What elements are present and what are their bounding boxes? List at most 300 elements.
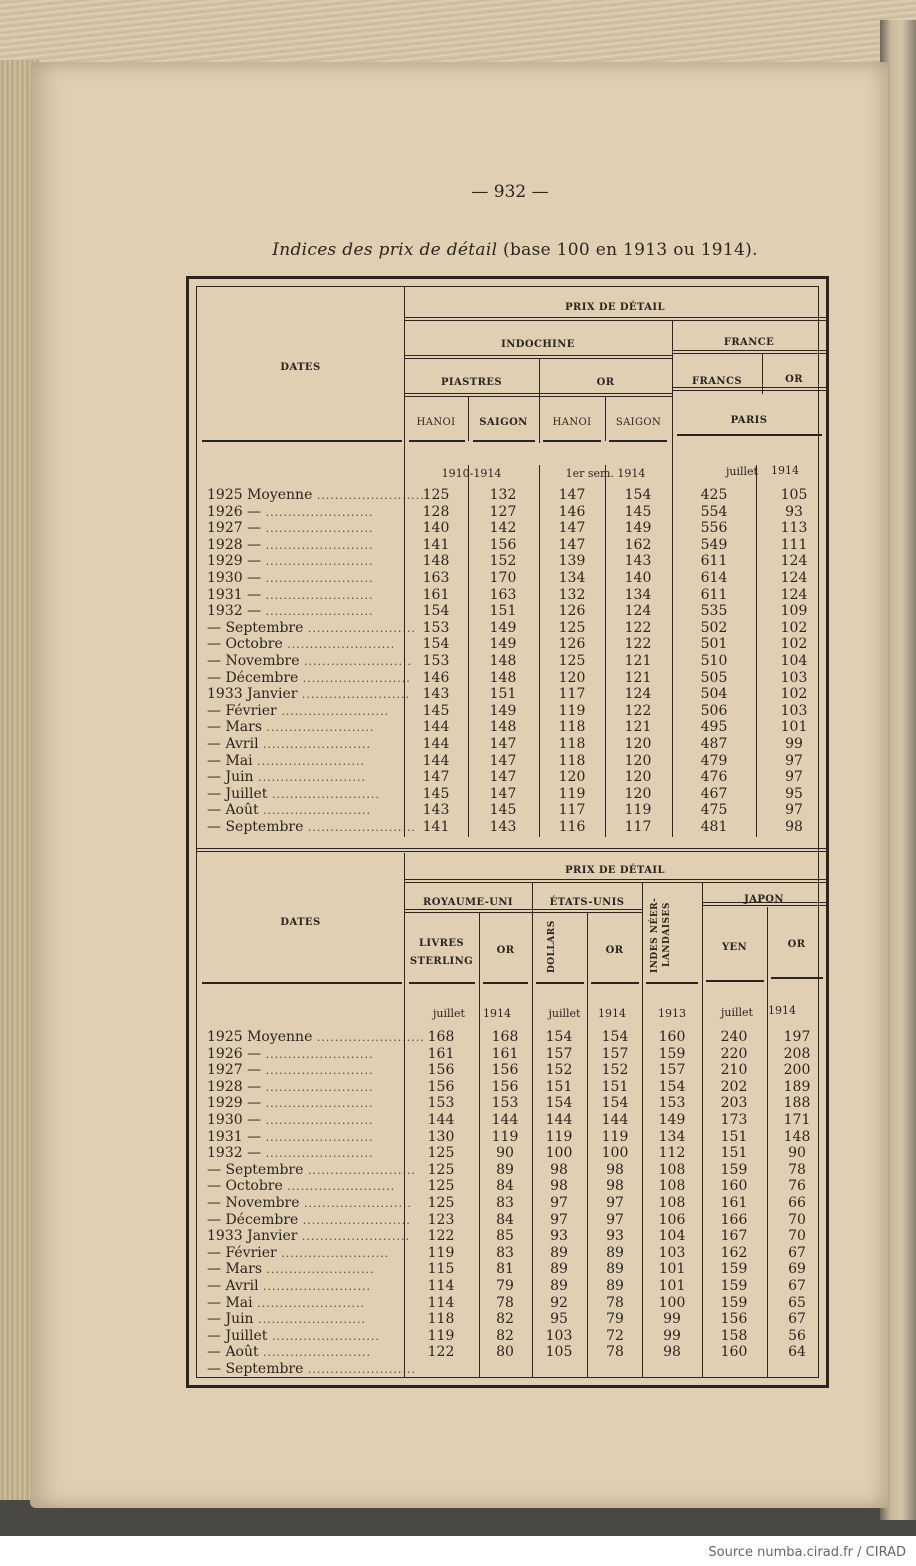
rule: [543, 440, 601, 442]
prix-header-2: PRIX DE DÉTAIL: [565, 865, 665, 876]
table-cell: 80: [496, 1344, 514, 1361]
row-label-text: — Novembre: [207, 653, 300, 669]
row-label-text: — Avril: [207, 736, 259, 752]
row-label: [207, 520, 407, 537]
base-label-3: juillet: [726, 465, 758, 478]
rule: [702, 902, 826, 906]
table-cell: 79: [606, 1311, 624, 1328]
table-cell: 119: [601, 1128, 629, 1145]
table-row: [197, 1162, 827, 1179]
table-cell: 151: [489, 686, 517, 703]
table-cell: 148: [783, 1128, 811, 1145]
leader-dots: ........................: [258, 1346, 372, 1360]
leader-dots: ........................: [262, 1263, 375, 1277]
table-cell: 210: [720, 1062, 748, 1079]
table-cell: 89: [550, 1244, 568, 1261]
hanoi-header-a: HANOI: [416, 417, 456, 428]
row-label: [207, 1361, 416, 1378]
table-cell: 139: [558, 553, 586, 570]
yen-header: YEN: [721, 942, 748, 953]
table-cell: 78: [788, 1161, 806, 1178]
table-row: [197, 1361, 827, 1378]
table-cell: 148: [489, 719, 517, 736]
table-cell: 134: [658, 1128, 686, 1145]
table-cell: 189: [783, 1078, 811, 1095]
table-cell: 132: [489, 487, 517, 503]
table-row: [197, 620, 827, 637]
table-cell: 119: [545, 1128, 573, 1145]
leader-dots: ........................: [303, 621, 416, 635]
table-cell: 143: [422, 802, 450, 819]
row-label-text: — Juin: [207, 1311, 254, 1328]
table-cell: 152: [601, 1062, 629, 1079]
table-cell: 166: [720, 1211, 748, 1228]
table-cell: 95: [550, 1311, 568, 1328]
table-cell: 84: [496, 1178, 514, 1195]
table-cell: 122: [624, 636, 652, 653]
table-cell: 65: [788, 1294, 806, 1311]
table-cell: 90: [788, 1145, 806, 1162]
row-label: [207, 819, 416, 836]
table-cell: 151: [720, 1145, 748, 1162]
table-cell: 160: [720, 1178, 748, 1195]
row-label-text: 1933 Janvier: [207, 1228, 298, 1245]
table-cell: 200: [783, 1062, 811, 1079]
table-cell: 154: [422, 636, 450, 653]
table-cell: 89: [550, 1261, 568, 1278]
col-divider: [468, 397, 469, 441]
table-cell: 120: [558, 769, 586, 786]
table-cell: 425: [700, 487, 728, 503]
leader-dots: ........................: [253, 1313, 366, 1327]
table-cell: 506: [700, 702, 728, 719]
table-cell: 97: [785, 752, 803, 769]
table-row: [197, 1129, 827, 1146]
table-cell: 161: [491, 1045, 519, 1062]
leader-dots: ........................: [261, 1130, 374, 1144]
row-label-text: 1925 Moyenne: [207, 1029, 313, 1045]
table-row: [197, 736, 827, 753]
leader-dots: ........................: [299, 655, 412, 668]
prix-header-1: PRIX DE DÉTAIL: [565, 302, 665, 313]
row-label-text: 1928 —: [207, 536, 262, 553]
table-cell: 121: [624, 669, 652, 686]
rule: [771, 977, 823, 979]
livres-line: LIVRES: [418, 938, 465, 949]
table-cell: 154: [545, 1029, 573, 1045]
table-cell: 161: [720, 1195, 748, 1211]
rule: [591, 982, 639, 984]
table-cell: 97: [550, 1195, 568, 1211]
table-cell: 142: [489, 520, 517, 537]
table-cell: 481: [700, 819, 728, 835]
table-cell: 103: [658, 1244, 686, 1261]
row-label: [207, 1161, 416, 1179]
table-row: [197, 703, 827, 720]
table-cell: 556: [700, 520, 728, 537]
table-cell: 151: [489, 603, 517, 620]
table-cell: 140: [624, 570, 652, 586]
leader-dots: ........................: [299, 1197, 412, 1210]
rule: [483, 982, 528, 984]
table-cell: 118: [427, 1311, 455, 1328]
table1-body: [197, 487, 827, 837]
rule: [672, 350, 826, 354]
france-header: FRANCE: [723, 337, 775, 348]
table-cell: 112: [658, 1145, 686, 1162]
table-cell: 78: [606, 1344, 624, 1361]
table-cell: 105: [545, 1344, 573, 1361]
table-cell: 125: [427, 1195, 455, 1211]
table-row: [197, 1046, 827, 1063]
table-row: [197, 1029, 827, 1046]
table-cell: 64: [788, 1344, 806, 1361]
table-cell: 153: [658, 1095, 686, 1112]
rule: [646, 982, 698, 984]
table-cell: 99: [663, 1327, 681, 1344]
table-cell: 100: [545, 1145, 573, 1162]
table-cell: 549: [700, 536, 728, 553]
leader-dots: ........................: [262, 721, 375, 735]
leader-dots: ........................: [303, 1363, 416, 1376]
table-cell: 100: [658, 1294, 686, 1311]
table-row: [197, 686, 827, 703]
rule: [536, 982, 584, 984]
table-cell: 113: [780, 520, 808, 537]
table-cell: 119: [558, 785, 586, 802]
table-cell: 134: [558, 570, 586, 586]
table-cell: 99: [785, 736, 803, 752]
rule: [473, 440, 535, 442]
leader-dots: ........................: [253, 771, 366, 785]
table-row: [197, 1295, 827, 1312]
leader-dots: ........................: [276, 1246, 390, 1260]
leader-dots: ........................: [261, 1147, 374, 1161]
row-label-text: — Mai: [207, 752, 253, 769]
table-cell: 78: [496, 1294, 514, 1311]
row-label: [207, 719, 407, 736]
table-cell: 152: [545, 1062, 573, 1079]
table-cell: 147: [489, 736, 517, 752]
table-cell: 123: [427, 1211, 455, 1228]
table-cell: 125: [558, 619, 586, 636]
leader-dots: ........................: [261, 522, 374, 536]
table-cell: 170: [489, 570, 517, 586]
table-cell: 144: [422, 736, 450, 752]
table-cell: 93: [785, 503, 803, 520]
table-cell: 510: [700, 653, 728, 669]
table-cell: 103: [780, 702, 808, 719]
table-cell: 157: [658, 1062, 686, 1079]
table-cell: 95: [785, 785, 803, 802]
table-cell: 122: [624, 702, 652, 719]
table-cell: 116: [558, 819, 586, 835]
source-caption: Source numba.cirad.fr / CIRAD: [708, 1545, 906, 1560]
row-label-text: — Septembre: [207, 1361, 304, 1377]
col-divider: [539, 359, 540, 443]
table-cell: 124: [780, 553, 808, 570]
row-label: [207, 1095, 407, 1112]
row-label-text: 1931 —: [207, 586, 262, 603]
row-label: [207, 703, 407, 720]
table-cell: 98: [550, 1178, 568, 1195]
leader-dots: ........................: [297, 688, 410, 702]
table-cell: 56: [788, 1327, 806, 1344]
table-cell: 124: [624, 686, 652, 703]
table-cell: 157: [545, 1045, 573, 1062]
sterling-line: STERLING: [409, 956, 474, 967]
row-label: [207, 1328, 407, 1345]
row-label: [207, 1228, 410, 1245]
table-row: [197, 1311, 827, 1328]
row-label: [207, 686, 410, 703]
table-cell: 161: [427, 1045, 455, 1062]
row-label: [207, 1145, 407, 1162]
row-label-text: 1929 —: [207, 1095, 262, 1112]
table-cell: 153: [491, 1095, 519, 1112]
rule: [202, 440, 402, 442]
table-cell: 144: [491, 1112, 519, 1128]
row-label: [207, 1295, 407, 1312]
table-cell: 160: [658, 1029, 686, 1045]
table-cell: 97: [606, 1211, 624, 1228]
or-header-2b: OR: [605, 945, 624, 956]
table-cell: 149: [624, 520, 652, 537]
table-cell: 159: [658, 1045, 686, 1062]
dollars-header: DOLLARS: [547, 920, 557, 974]
row-label-text: — Février: [207, 702, 277, 719]
table-cell: 114: [427, 1278, 455, 1294]
leader-dots: ........................: [252, 1296, 366, 1310]
base-label-2: 1er sem. 1914: [565, 467, 646, 480]
table-row: [197, 1095, 827, 1112]
row-label-text: — Novembre: [207, 1195, 300, 1211]
table-cell: 125: [427, 1161, 455, 1178]
base-label-3b: 1914: [771, 464, 799, 477]
table-row: [197, 570, 827, 587]
table-cell: 161: [422, 586, 450, 603]
table-cell: 495: [700, 719, 728, 736]
row-label-text: — Août: [207, 1344, 259, 1361]
table-cell: 467: [700, 785, 728, 802]
table-cell: 156: [720, 1311, 748, 1328]
table-cell: 154: [601, 1095, 629, 1112]
row-label-text: — Juillet: [207, 1327, 268, 1344]
row-label: [207, 1211, 411, 1229]
table-cell: 168: [427, 1029, 455, 1045]
table-cell: 173: [720, 1112, 748, 1128]
table-cell: 152: [489, 553, 517, 570]
row-label-text: 1927 —: [207, 520, 262, 537]
rule: [404, 909, 532, 913]
rule: [609, 440, 667, 442]
table-cell: 240: [720, 1029, 748, 1045]
table-cell: 118: [558, 752, 586, 769]
table-cell: 203: [720, 1095, 748, 1112]
table-cell: 144: [422, 719, 450, 736]
table-cell: 147: [422, 769, 450, 786]
row-label: [207, 487, 425, 504]
table-cell: 220: [720, 1045, 748, 1062]
leader-dots: ........................: [312, 1031, 425, 1044]
table-cell: 104: [780, 653, 808, 669]
table-cell: 143: [489, 819, 517, 835]
row-label-text: — Août: [207, 802, 259, 819]
table-cell: 141: [422, 819, 450, 835]
rule: [404, 879, 826, 883]
table-row: [197, 1079, 827, 1096]
table-cell: 145: [489, 802, 517, 819]
rule: [404, 393, 672, 397]
table-cell: 151: [720, 1128, 748, 1145]
price-index-table: [186, 276, 829, 1388]
leader-dots: ........................: [258, 1280, 371, 1293]
leader-dots: ........................: [303, 1163, 416, 1177]
row-label: [207, 537, 407, 554]
leader-dots: ........................: [261, 588, 374, 602]
table-cell: 124: [624, 603, 652, 620]
indochine-header: INDOCHINE: [501, 339, 575, 350]
leader-dots: ........................: [261, 572, 374, 585]
table-cell: 111: [780, 536, 808, 553]
table-cell: 119: [491, 1128, 519, 1145]
table-cell: 153: [427, 1095, 455, 1112]
table-cell: 147: [489, 752, 517, 769]
table-cell: 82: [496, 1327, 514, 1344]
table-row: [197, 1145, 827, 1162]
table-cell: 67: [788, 1278, 806, 1294]
table-cell: 127: [489, 503, 517, 520]
table-cell: 104: [658, 1228, 686, 1245]
leader-dots: ........................: [267, 787, 380, 801]
table-cell: 97: [606, 1195, 624, 1211]
table-cell: 70: [788, 1228, 806, 1245]
table-cell: 148: [489, 653, 517, 669]
table-cell: 66: [788, 1195, 806, 1211]
table-cell: 134: [624, 586, 652, 603]
table-cell: 103: [780, 669, 808, 686]
row-label: [207, 1245, 407, 1262]
table-cell: 101: [780, 719, 808, 736]
row-label-text: — Mars: [207, 719, 263, 736]
table-cell: 98: [663, 1344, 681, 1361]
table-cell: 85: [496, 1228, 514, 1245]
col-divider: [605, 397, 606, 441]
table-cell: 124: [780, 586, 808, 603]
etats-unis-header: ÉTATS-UNIS: [549, 897, 625, 908]
table-cell: 145: [422, 702, 450, 719]
table-cell: 89: [550, 1278, 568, 1294]
table-cell: 147: [489, 769, 517, 786]
table-cell: 148: [422, 553, 450, 570]
row-label-text: — Octobre: [207, 636, 283, 653]
table-cell: 188: [783, 1095, 811, 1112]
table-cell: 120: [558, 669, 586, 686]
paris-header: PARIS: [730, 415, 768, 426]
leader-dots: ........................: [261, 555, 374, 569]
base-label-2-2a: juillet: [548, 1007, 581, 1020]
base-label-2-4a: juillet: [721, 1006, 753, 1019]
row-label-text: 1932 —: [207, 1145, 262, 1162]
row-label: [207, 669, 411, 687]
row-label-text: — Septembre: [207, 1161, 304, 1178]
rule: [706, 980, 764, 982]
table-cell: 145: [624, 503, 652, 520]
row-label: [207, 570, 407, 587]
table-cell: 151: [601, 1078, 629, 1095]
table-cell: 118: [558, 719, 586, 736]
table-cell: 147: [489, 785, 517, 802]
or-header-2c: OR: [787, 939, 806, 950]
table-row: [197, 1195, 827, 1212]
table-row: [197, 819, 827, 836]
table-cell: 98: [785, 819, 803, 835]
table-cell: 102: [780, 619, 808, 636]
table-cell: 89: [496, 1161, 514, 1178]
table-cell: 143: [624, 553, 652, 570]
table-cell: 479: [700, 752, 728, 769]
row-label-text: 1926 —: [207, 503, 262, 520]
table-cell: 117: [558, 802, 586, 819]
row-label: [207, 653, 412, 670]
base-label-2-4b: 1914: [768, 1004, 796, 1017]
table-row: [197, 719, 827, 736]
row-label-text: — Juillet: [207, 785, 268, 802]
table-row: [197, 1062, 827, 1079]
row-label: [207, 603, 407, 620]
row-label-text: — Décembre: [207, 1211, 299, 1228]
table-cell: 158: [720, 1327, 748, 1344]
table-cell: 97: [785, 802, 803, 819]
leader-dots: ........................: [261, 1047, 374, 1061]
francs-header: FRANCS: [692, 376, 742, 387]
row-label-text: — Octobre: [207, 1178, 283, 1195]
base-label-2-3: 1913: [658, 1007, 686, 1020]
dates-header-2: DATES: [280, 917, 321, 928]
table-cell: 78: [606, 1294, 624, 1311]
hanoi-header-b: HANOI: [552, 417, 592, 428]
table-inner-border: [196, 286, 819, 1378]
saigon-header-a: SAIGON: [479, 417, 528, 428]
row-label: [207, 1029, 425, 1046]
table-cell: 144: [545, 1112, 573, 1128]
row-label: [207, 786, 407, 803]
table-cell: 156: [427, 1078, 455, 1095]
table-cell: 117: [624, 819, 652, 835]
table-cell: 153: [422, 619, 450, 636]
table-cell: 157: [601, 1045, 629, 1062]
row-label-text: 1929 —: [207, 553, 262, 570]
leader-dots: ........................: [261, 505, 374, 519]
row-label-text: 1932 —: [207, 603, 262, 620]
table-cell: 149: [489, 702, 517, 719]
table-cell: 145: [422, 785, 450, 802]
table-cell: 90: [496, 1145, 514, 1162]
table-cell: 132: [558, 586, 586, 603]
table-cell: 120: [624, 752, 652, 769]
table-cell: 149: [489, 619, 517, 636]
row-label-text: 1930 —: [207, 570, 262, 586]
row-label-text: — Mars: [207, 1261, 263, 1278]
table-cell: 103: [545, 1327, 573, 1344]
table-cell: 118: [558, 736, 586, 752]
table-cell: 148: [489, 669, 517, 686]
table-cell: 93: [606, 1228, 624, 1245]
table-cell: 100: [601, 1145, 629, 1162]
table-cell: 89: [606, 1261, 624, 1278]
dates-header-1: DATES: [280, 362, 321, 373]
table-cell: 156: [427, 1062, 455, 1079]
